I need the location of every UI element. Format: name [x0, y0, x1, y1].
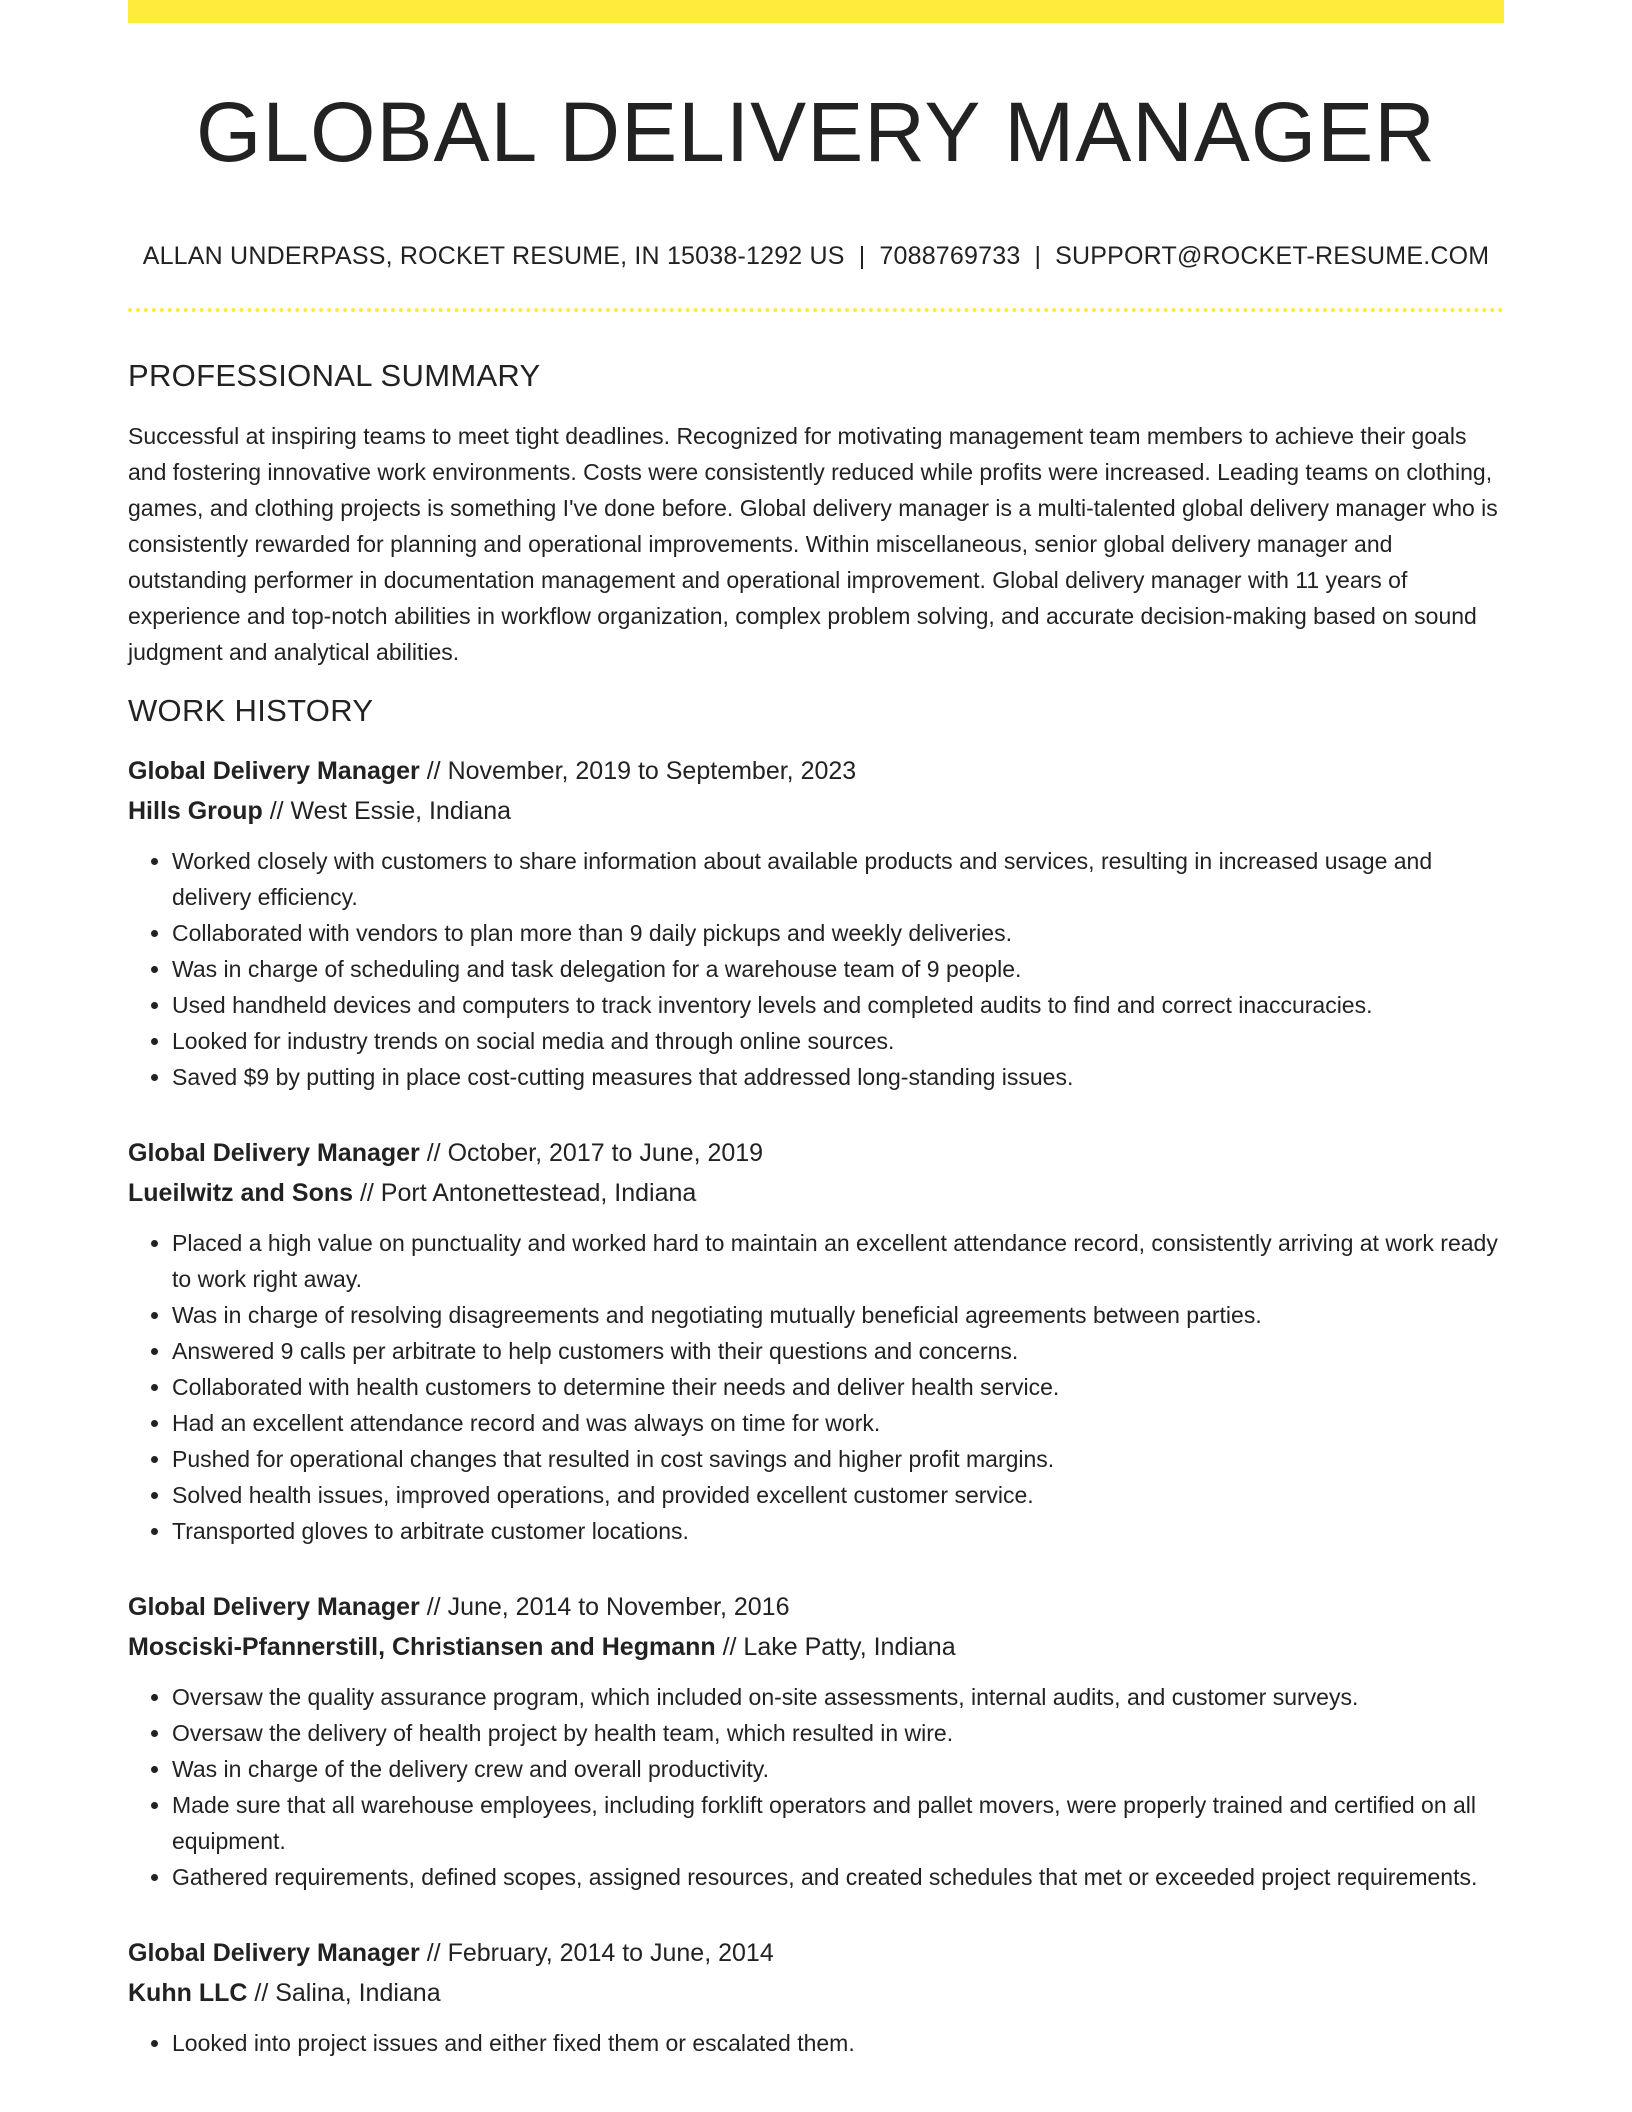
- job-entry: [128, 1933, 1504, 2061]
- job-bullet: • Answered 9 calls per arbitrate to help customers with their questions and concerns.: [172, 1333, 1504, 1369]
- work-history-heading: WORK HISTORY: [128, 693, 374, 729]
- job-bullet: • Solved health issues, improved operations, and provided excellent customer service.: [172, 1477, 1504, 1513]
- job-bullet: • Pushed for operational changes that resulted in cost savings and higher profit margins.: [172, 1441, 1504, 1477]
- job-dates: // February, 2014 to June, 2014: [426, 1939, 774, 1968]
- job-dates: // October, 2017 to June, 2019: [426, 1139, 764, 1168]
- job-title: Global Delivery Manager: [128, 1939, 420, 1968]
- summary-heading: PROFESSIONAL SUMMARY: [128, 358, 541, 394]
- job-title-line: [128, 1133, 1504, 1173]
- job-bullet: • Oversaw the delivery of health project by health team, which resulted in wire.: [172, 1715, 1504, 1751]
- job-title: Global Delivery Manager: [128, 1139, 420, 1168]
- job-company: Hills Group: [128, 797, 263, 826]
- job-entry: [128, 1587, 1504, 1895]
- job-bullet: • Looked for industry trends on social media and through online sources.: [172, 1023, 1504, 1059]
- job-bullet: • Collaborated with health customers to determine their needs and deliver health service.: [172, 1369, 1504, 1405]
- job-bullet: • Had an excellent attendance record and was always on time for work.: [172, 1405, 1504, 1441]
- job-bullet: • Oversaw the quality assurance program, which included on-site assessments, internal audits, and customer surveys.: [172, 1679, 1504, 1715]
- job-entry: [128, 1133, 1504, 1549]
- job-bullet: • Made sure that all warehouse employees, including forklift operators and pallet movers, were properly trained and certified on all equipment.: [172, 1787, 1504, 1859]
- job-bullet: • Placed a high value on punctuality and worked hard to maintain an excellent attendance record, consistently arriving at work ready to work right away.: [172, 1225, 1504, 1297]
- job-bullet: • Saved $9 by putting in place cost-cutting measures that addressed long-standing issues.: [172, 1059, 1504, 1095]
- job-bullets: [128, 1225, 1504, 1549]
- job-bullets: [128, 843, 1504, 1095]
- job-title-line: [128, 751, 1504, 791]
- job-title-line: [128, 1587, 1504, 1627]
- job-dates: // November, 2019 to September, 2023: [426, 757, 857, 786]
- job-bullet: • Gathered requirements, defined scopes, assigned resources, and created schedules that met or exceeded project requirements.: [172, 1859, 1504, 1895]
- job-bullet: • Worked closely with customers to share information about available products and services, resulting in increased usage and delivery efficiency.: [172, 843, 1504, 915]
- resume-page: [128, 0, 1504, 2061]
- job-bullet: • Was in charge of the delivery crew and overall productivity.: [172, 1751, 1504, 1787]
- job-company-line: [128, 1173, 1504, 1213]
- job-company-line: [128, 1627, 1504, 1667]
- contact-email: SUPPORT@ROCKET-RESUME.COM: [1055, 242, 1490, 271]
- job-company: Mosciski-Pfannerstill, Christiansen and Hegmann: [128, 1633, 716, 1662]
- resume-title: GLOBAL DELIVERY MANAGER: [196, 85, 1436, 179]
- job-bullet: • Looked into project issues and either fixed them or escalated them.: [172, 2025, 1504, 2061]
- job-location: // West Essie, Indiana: [269, 797, 512, 826]
- contact-address: ALLAN UNDERPASS, ROCKET RESUME, IN 15038-1292 US: [142, 242, 845, 271]
- job-location: // Port Antonettestead, Indiana: [359, 1179, 697, 1208]
- job-title: Global Delivery Manager: [128, 1593, 420, 1622]
- job-bullet: • Collaborated with vendors to plan more than 9 daily pickups and weekly deliveries.: [172, 915, 1504, 951]
- job-bullet: • Was in charge of resolving disagreements and negotiating mutually beneficial agreements between parties.: [172, 1297, 1504, 1333]
- contact-phone: 7088769733: [879, 242, 1021, 271]
- job-company-line: [128, 1973, 1504, 2013]
- summary-text: Successful at inspiring teams to meet tight deadlines. Recognized for motivating management team members to achieve their goals and fostering innovative work environments. Costs were consistently reduced while profits were increased. Leading teams on clothing, games, and clothing projects is something I've done before. Global delivery manager is a multi-talented global delivery manager who is consistently rewarded for planning and operational improvements. Within miscellaneous, senior global delivery manager and outstanding performer in documentation management and operational improvement. Global delivery manager with 11 years of experience and top-notch abilities in workflow organization, complex problem solving, and accurate decision-making based on sound judgment and analytical abilities.: [128, 423, 1498, 666]
- job-bullets: [128, 2025, 1504, 2061]
- job-location: // Salina, Indiana: [254, 1979, 441, 2008]
- job-bullet: • Was in charge of scheduling and task delegation for a warehouse team of 9 people.: [172, 951, 1504, 987]
- contact-separator: |: [1034, 242, 1042, 271]
- job-bullets: [128, 1679, 1504, 1895]
- job-entry: [128, 751, 1504, 1095]
- job-title: Global Delivery Manager: [128, 757, 420, 786]
- dotted-divider: [128, 308, 1504, 312]
- job-bullet: • Transported gloves to arbitrate customer locations.: [172, 1513, 1504, 1549]
- job-dates: // June, 2014 to November, 2016: [426, 1593, 790, 1622]
- job-company: Kuhn LLC: [128, 1979, 248, 2008]
- job-location: // Lake Patty, Indiana: [722, 1633, 956, 1662]
- contact-separator: |: [858, 242, 866, 271]
- contact-line: [128, 242, 1504, 271]
- job-company: Lueilwitz and Sons: [128, 1179, 354, 1208]
- top-accent-bar: [128, 0, 1504, 23]
- job-company-line: [128, 791, 1504, 831]
- job-title-line: [128, 1933, 1504, 1973]
- job-bullet: • Used handheld devices and computers to track inventory levels and completed audits to find and correct inaccuracies.: [172, 987, 1504, 1023]
